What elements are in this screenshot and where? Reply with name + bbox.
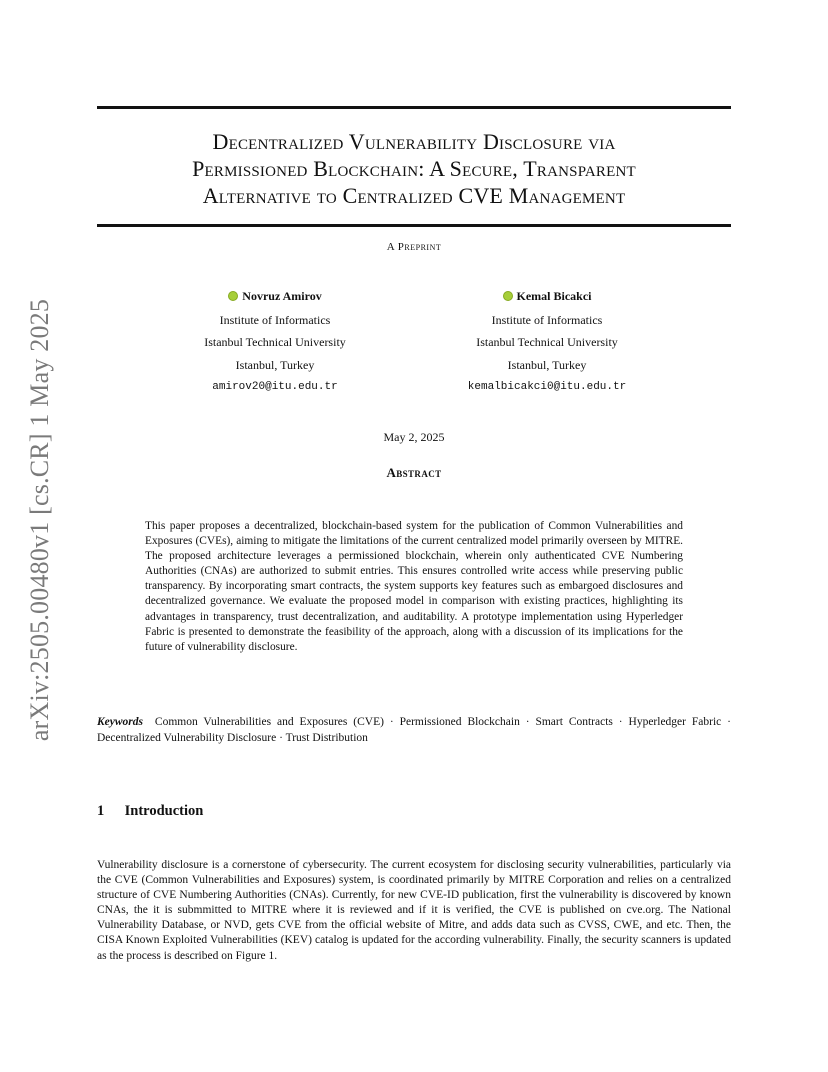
title-line-3: Alternative to Centralized CVE Management	[202, 183, 626, 208]
keywords-text: Common Vulnerabilities and Exposures (CVE) · Permissioned Blockchain · Smart Contracts · Hyperledger Fabric · Decentralized Vulnerability Disclosure · Trust Distribution	[97, 716, 732, 744]
author-location: Istanbul, Turkey	[235, 357, 315, 372]
author-block-1	[165, 285, 385, 399]
section-heading	[97, 803, 203, 820]
author-affiliation: Institute of Informatics	[491, 312, 603, 327]
section-title: Introduction	[124, 803, 204, 819]
paper-date: May 2, 2025	[383, 430, 445, 444]
orcid-icon[interactable]	[503, 291, 513, 301]
author-email[interactable]: amirov20@itu.edu.tr	[212, 381, 338, 394]
orcid-icon[interactable]	[228, 291, 238, 301]
author-name: Kemal Bicakci	[516, 289, 592, 303]
title-rule-bottom	[97, 224, 731, 227]
abstract-text: This paper proposes a decentralized, blockchain-based system for the publication of Common Vulnerabilities and Exposures (CVEs), aiming to mitigate the limitations of the current centralized model primarily overseen by MITRE. The proposed architecture leverages a permissioned blockchain, wherein only authenticated CVE Numbering Authorities (CNAs) are authorized to submit entries. This ensures controlled write access while preserving public transparency. By incorporating smart contracts, the system supports key features such as embargoed disclosures and decentralized governance. We evaluate the proposed model in comparison with existing practices, highlighting its advantages in transparency, trust decentralization, and auditability. A prototype implementation using Hyperledger Fabric is presented to demonstrate the feasibility of the approach, along with a discussion of its implications for the future of vulnerability disclosure.	[145, 520, 683, 653]
section-number: 1	[97, 803, 105, 819]
author-affiliation: Institute of Informatics	[219, 312, 331, 327]
title-rule-top	[97, 106, 731, 109]
author-location: Istanbul, Turkey	[507, 357, 587, 372]
author-university: Istanbul Technical University	[476, 335, 618, 350]
author-name-row	[503, 285, 592, 308]
author-name-row	[228, 285, 321, 308]
title-line-1: Decentralized Vulnerability Disclosure via	[212, 129, 616, 154]
arxiv-stamp[interactable]: arXiv:2505.00480v1 [cs.CR] 1 May 2025	[25, 298, 54, 742]
title-line-2: Permissioned Blockchain: A Secure, Transparent	[192, 156, 636, 181]
abstract-heading: Abstract	[386, 465, 442, 480]
author-block-2	[437, 285, 657, 399]
author-name: Novruz Amirov	[242, 289, 322, 303]
author-email[interactable]: kemalbicakci0@itu.edu.tr	[467, 381, 627, 394]
paper-title	[97, 128, 731, 209]
keywords-label: Keywords	[97, 716, 143, 728]
introduction-text: Vulnerability disclosure is a cornerstone of cybersecurity. The current ecosystem for disclosing security vulnerabilities, particularly via the CVE (Common Vulnerabilities and Exposures) system, is coordinated primarily by MITRE Corporation and relies on a centralized structure of CVE Numbering Authorities (CNAs). Currently, for new CVE-ID publication, first the vulnerability is discovered by known CNAs, the it is submmitted to MITRE where it is reviewed and if it is verified, the CVE is published on cve.org. The National Vulnerability Database, or NVD, gets CVE from the official website of Mitre, and adds data such as CVSS, CWE, and etc. Then, the CISA Known Exploited Vulnerabilities (KEV) catalog is updated for the according vulnerability. Finally, the security scanners is updated as the process is described on Figure 1.	[97, 859, 731, 962]
preprint-label: A Preprint	[386, 241, 442, 253]
keywords-block	[97, 715, 731, 746]
author-university: Istanbul Technical University	[204, 335, 346, 350]
